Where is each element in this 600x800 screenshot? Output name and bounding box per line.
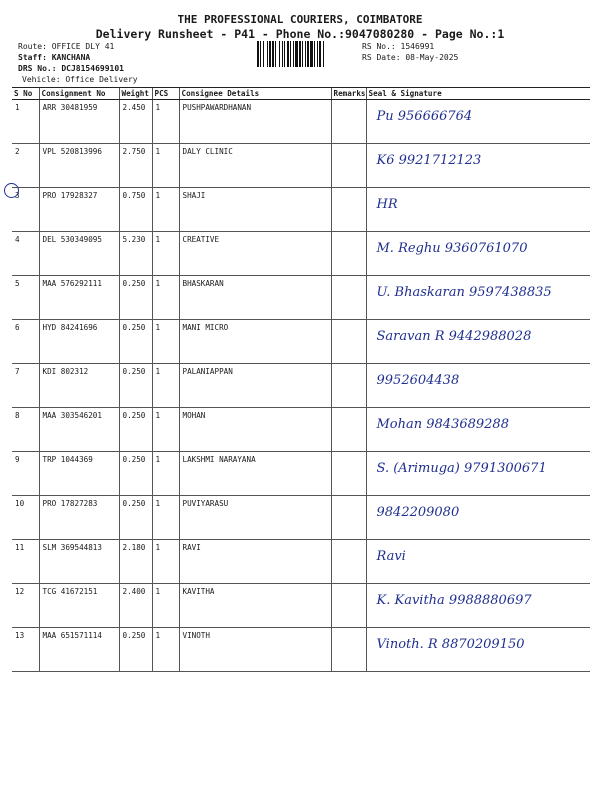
handwritten-signature: 9952604438 — [376, 373, 460, 388]
cell-remarks — [331, 188, 366, 232]
vehicle-label: Vehicle: Office Delivery — [22, 75, 138, 84]
cell-signature — [366, 364, 590, 408]
cell-remarks — [331, 584, 366, 628]
col-pcs-header: PCS — [152, 88, 179, 100]
cell-weight: 0.250 — [119, 408, 152, 452]
cell-consignment-no: PRO 17928327 — [39, 188, 119, 232]
cell-sno: 10 — [12, 496, 39, 540]
table-row — [12, 276, 590, 320]
cell-weight: 0.250 — [119, 452, 152, 496]
col-sno-header: S No — [12, 88, 39, 100]
cell-weight: 0.750 — [119, 188, 152, 232]
table-header-row — [12, 88, 590, 100]
cell-weight: 0.250 — [119, 364, 152, 408]
col-remarks-header: Remarks — [331, 88, 366, 100]
barcode — [257, 41, 352, 67]
cell-remarks — [331, 496, 366, 540]
route-label: Route: OFFICE DLY 41 — [18, 42, 115, 51]
cell-signature — [366, 496, 590, 540]
cell-consignee: PUSHPAWARDHANAN — [179, 100, 331, 144]
cell-consignment-no: MAA 303546201 — [39, 408, 119, 452]
cell-sno: 11 — [12, 540, 39, 584]
cell-consignment-no: KDI 802312 — [39, 364, 119, 408]
cell-consignment-no: HYD 84241696 — [39, 320, 119, 364]
cell-pcs: 1 — [152, 144, 179, 188]
cell-pcs: 1 — [152, 540, 179, 584]
runsheet-table — [12, 87, 590, 672]
cell-consignment-no: TRP 1044369 — [39, 452, 119, 496]
col-consignee-header: Consignee Details — [179, 88, 331, 100]
cell-consignee: DALY CLINIC — [179, 144, 331, 188]
cell-consignment-no: SLM 369544813 — [39, 540, 119, 584]
cell-sno: 5 — [12, 276, 39, 320]
table-row — [12, 188, 590, 232]
table-row — [12, 100, 590, 144]
cell-sno: 8 — [12, 408, 39, 452]
cell-weight: 5.230 — [119, 232, 152, 276]
cell-signature — [366, 232, 590, 276]
cell-remarks — [331, 100, 366, 144]
handwritten-signature: Mohan 9843689288 — [376, 417, 509, 432]
cell-pcs: 1 — [152, 408, 179, 452]
col-weight-header: Weight — [119, 88, 152, 100]
cell-weight: 0.250 — [119, 496, 152, 540]
rs-number: RS No.: 1546991 — [362, 42, 435, 51]
cell-signature — [366, 144, 590, 188]
cell-weight: 2.450 — [119, 100, 152, 144]
cell-consignee: CREATIVE — [179, 232, 331, 276]
cell-sno: 1 — [12, 100, 39, 144]
cell-signature — [366, 276, 590, 320]
cell-remarks — [331, 540, 366, 584]
handwritten-signature: U. Bhaskaran 9597438835 — [376, 285, 552, 300]
handwritten-signature: S. (Arimuga) 9791300671 — [376, 461, 547, 476]
cell-pcs: 1 — [152, 452, 179, 496]
handwritten-signature: K6 9921712123 — [376, 153, 482, 168]
cell-consignee: BHASKARAN — [179, 276, 331, 320]
handwritten-circle-mark — [4, 183, 19, 198]
cell-pcs: 1 — [152, 232, 179, 276]
cell-consignment-no: TCG 41672151 — [39, 584, 119, 628]
rs-date: RS Date: 08-May-2025 — [362, 53, 459, 62]
cell-sno: 13 — [12, 628, 39, 672]
cell-consignee: VINOTH — [179, 628, 331, 672]
cell-sno: 7 — [12, 364, 39, 408]
cell-remarks — [331, 452, 366, 496]
cell-signature — [366, 628, 590, 672]
cell-sno: 3 — [12, 188, 39, 232]
cell-consignee: MANI MICRO — [179, 320, 331, 364]
cell-sno: 9 — [12, 452, 39, 496]
table-row — [12, 408, 590, 452]
table-row — [12, 628, 590, 672]
cell-consignee: RAVI — [179, 540, 331, 584]
cell-signature — [366, 408, 590, 452]
cell-remarks — [331, 144, 366, 188]
runsheet-title: Delivery Runsheet - P41 - Phone No.:9047080280 - Page No.:1 — [95, 27, 505, 41]
cell-weight: 0.250 — [119, 320, 152, 364]
col-consignment-header: Consignment No — [39, 88, 119, 100]
cell-remarks — [331, 408, 366, 452]
cell-consignee: KAVITHA — [179, 584, 331, 628]
cell-consignment-no: VPL 520813996 — [39, 144, 119, 188]
cell-weight: 2.750 — [119, 144, 152, 188]
cell-consignee: MOHAN — [179, 408, 331, 452]
table-row — [12, 364, 590, 408]
cell-pcs: 1 — [152, 320, 179, 364]
cell-signature — [366, 320, 590, 364]
table-row — [12, 496, 590, 540]
cell-pcs: 1 — [152, 496, 179, 540]
cell-signature — [366, 452, 590, 496]
table-row — [12, 232, 590, 276]
cell-consignee: LAKSHMI NARAYANA — [179, 452, 331, 496]
cell-sno: 6 — [12, 320, 39, 364]
handwritten-signature: K. Kavitha 9988880697 — [376, 593, 532, 608]
cell-remarks — [331, 276, 366, 320]
cell-pcs: 1 — [152, 100, 179, 144]
cell-remarks — [331, 628, 366, 672]
handwritten-signature: 9842209080 — [376, 505, 460, 520]
cell-consignment-no: DEL 530349095 — [39, 232, 119, 276]
handwritten-signature: HR — [376, 197, 398, 212]
cell-consignee: SHAJI — [179, 188, 331, 232]
drs-number: DRS No.: DCJ8154699101 — [18, 64, 124, 73]
col-signature-header: Seal & Signature — [366, 88, 590, 100]
cell-sno: 2 — [12, 144, 39, 188]
cell-signature — [366, 100, 590, 144]
table-row — [12, 584, 590, 628]
cell-consignment-no: PRO 17827283 — [39, 496, 119, 540]
cell-weight: 2.400 — [119, 584, 152, 628]
cell-consignment-no: MAA 651571114 — [39, 628, 119, 672]
table-row — [12, 144, 590, 188]
cell-sno: 4 — [12, 232, 39, 276]
handwritten-signature: Saravan R 9442988028 — [376, 329, 532, 344]
cell-remarks — [331, 232, 366, 276]
cell-remarks — [331, 364, 366, 408]
table-row — [12, 452, 590, 496]
cell-consignee: PUVIYARASU — [179, 496, 331, 540]
cell-consignee: PALANIAPPAN — [179, 364, 331, 408]
staff-label: Staff: KANCHANA — [18, 53, 91, 62]
company-title: THE PROFESSIONAL COURIERS, COIMBATORE — [177, 13, 423, 26]
cell-pcs: 1 — [152, 188, 179, 232]
table-row — [12, 320, 590, 364]
cell-weight: 0.250 — [119, 276, 152, 320]
cell-sno: 12 — [12, 584, 39, 628]
cell-pcs: 1 — [152, 364, 179, 408]
cell-signature — [366, 540, 590, 584]
cell-weight: 2.180 — [119, 540, 152, 584]
cell-signature — [366, 188, 590, 232]
handwritten-signature: Vinoth. R 8870209150 — [376, 637, 525, 652]
cell-remarks — [331, 320, 366, 364]
cell-weight: 0.250 — [119, 628, 152, 672]
cell-pcs: 1 — [152, 628, 179, 672]
handwritten-signature: Ravi — [376, 549, 406, 564]
cell-consignment-no: ARR 30481959 — [39, 100, 119, 144]
cell-signature — [366, 584, 590, 628]
handwritten-signature: M. Reghu 9360761070 — [376, 241, 528, 256]
table-row — [12, 540, 590, 584]
cell-pcs: 1 — [152, 584, 179, 628]
cell-consignment-no: MAA 576292111 — [39, 276, 119, 320]
handwritten-signature: Pu 956666764 — [376, 109, 473, 124]
cell-pcs: 1 — [152, 276, 179, 320]
